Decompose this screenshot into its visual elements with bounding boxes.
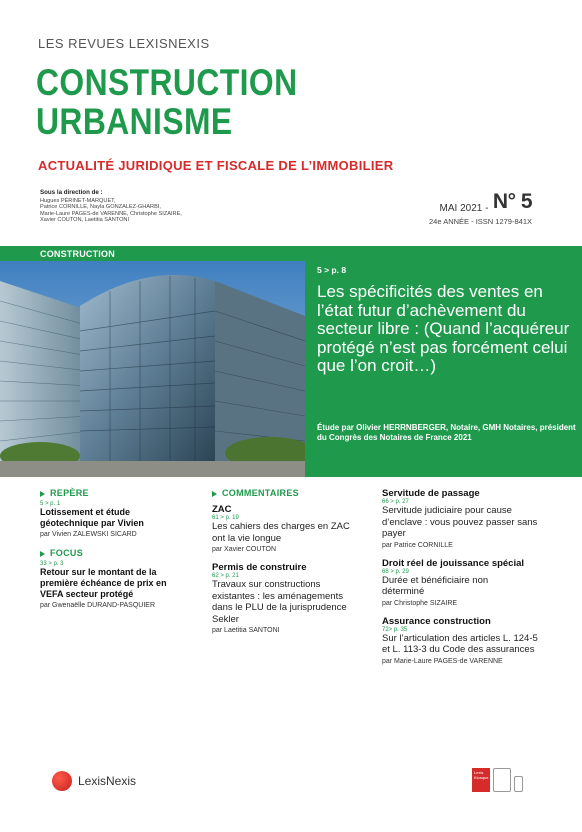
item-author: par Marie-Laure PAGES-de VARENNE [382, 657, 503, 665]
direction-names-line: Hugues PÉRINET-MARQUET, [40, 197, 116, 204]
lexisnexis-logo-icon [52, 771, 72, 791]
item-author: par Laetitia SANTONI [212, 627, 280, 634]
issue-info [429, 190, 532, 226]
item-author: par Gwenaëlle DURAND-PASQUIER [40, 602, 156, 609]
triangle-bullet-icon [40, 491, 45, 497]
section-heading-focus: FOCUS [40, 548, 190, 558]
triangle-bullet-icon [212, 491, 217, 497]
column-right [382, 488, 542, 665]
list-item-focus[interactable] [40, 561, 190, 609]
item-topic: Servitude de passage [382, 488, 480, 499]
item-ref: 33 > p. 3 [40, 561, 64, 567]
item-topic: Permis de construire [212, 562, 307, 573]
feature-article[interactable] [305, 261, 582, 477]
direction-names-line: Xavier COUTON, Laetitia SANTONI [40, 217, 130, 224]
list-item-permis[interactable] [212, 562, 360, 634]
issue-number: N° 5 [492, 190, 532, 213]
lexisnexis-logo-text: LexisNexis [78, 774, 137, 788]
buildings-illustration [0, 261, 305, 477]
item-author: par Xavier COUTON [212, 546, 277, 553]
item-title: Retour sur le montant de la première échéance de prix en VEFA secteur protégé [40, 567, 167, 599]
section-heading-commentaires: COMMENTAIRES [212, 488, 360, 498]
list-item-droit-reel[interactable] [382, 558, 542, 607]
feature-credit: Étude par Olivier HERRNBERGER, Notaire, GMH Notaires, président du Congrès des Notaires de France 2021 [317, 423, 576, 442]
series-label: LES REVUES LEXISNEXIS [38, 36, 210, 51]
direction-names-line: Marie-Laure PAGES-de VARENNE, Christophe SIZAIRE, [40, 210, 182, 217]
item-ref: 61 > p. 19 [212, 515, 239, 521]
item-topic: Assurance construction [382, 615, 491, 627]
journal-title-line2: URBANISME [36, 101, 233, 142]
journal-subtitle: ACTUALITÉ JURIDIQUE ET FISCALE DE L’IMMOBILIER [38, 158, 394, 173]
feature-title: Les spécificités des ventes en l’état futur d’achèvement du secteur libre : (Quand l’acquéreur protégé n’est pas forcément celui que l’on croit…) [317, 282, 570, 375]
section-heading-repere: REPÈRE [40, 488, 190, 498]
item-title: Lotissement et étude géotechnique par Vivien [40, 507, 144, 528]
item-author: par Vivien ZALEWSKI SICARD [40, 531, 137, 538]
phone-icon [514, 776, 523, 792]
lexis-kiosque-icon: Lexis Kiosque [472, 768, 490, 792]
lexis-kiosque-badge[interactable] [472, 768, 523, 792]
item-ref: 62 > p. 21 [212, 573, 239, 579]
issue-meta: 24e ANNÉE - ISSN 1279-841X [429, 217, 532, 226]
direction-heading: Sous la direction de : [40, 189, 103, 196]
item-text: Servitude judiciaire pour cause d’enclave : vous pouvez passer sans payer [382, 505, 538, 539]
list-item-assurance[interactable] [382, 616, 542, 665]
tablet-icon [493, 768, 511, 792]
editorial-direction [40, 190, 230, 224]
list-item-servitude[interactable] [382, 488, 542, 549]
item-topic: ZAC [212, 504, 232, 515]
feature-ref: 5 > p. 8 [317, 265, 347, 275]
item-ref: 68 > p. 29 [382, 568, 409, 575]
item-ref: 72> p. 35 [382, 626, 408, 633]
item-ref: 5 > p. 1 [40, 501, 61, 507]
issue-date: MAI 2021 - [439, 203, 489, 214]
item-topic: Droit réel de jouissance spécial [382, 557, 525, 569]
triangle-bullet-icon [40, 551, 45, 557]
item-author: par Patrice CORNILLE [382, 541, 453, 549]
section-band-label: CONSTRUCTION [40, 249, 115, 259]
direction-names-line: Patrice CORNILLE, Nayla GONZALEZ-GHARBI, [40, 204, 161, 211]
list-item-repere[interactable] [40, 501, 190, 538]
column-repere-focus [40, 488, 190, 609]
item-ref: 66 > p. 27 [382, 499, 409, 505]
lexisnexis-logo[interactable] [52, 771, 136, 791]
item-text: Sur l’articulation des articles L. 124-5 et L. 113-3 du Code des assurances [382, 632, 538, 655]
list-item-zac[interactable] [212, 504, 360, 553]
item-text: Les cahiers des charges en ZAC ont la vie longue [212, 521, 350, 544]
column-commentaires [212, 488, 360, 634]
cover-photo-buildings [0, 261, 305, 477]
journal-title-line1: CONSTRUCTION [36, 62, 298, 103]
item-author: par Christophe SIZAIRE [382, 599, 458, 607]
item-text: Travaux sur constructions existantes : les aménagements dans le PLU de la jurisprudence Sekler [212, 579, 347, 625]
item-text: Durée et bénéficiaire non déterminé [382, 574, 489, 597]
